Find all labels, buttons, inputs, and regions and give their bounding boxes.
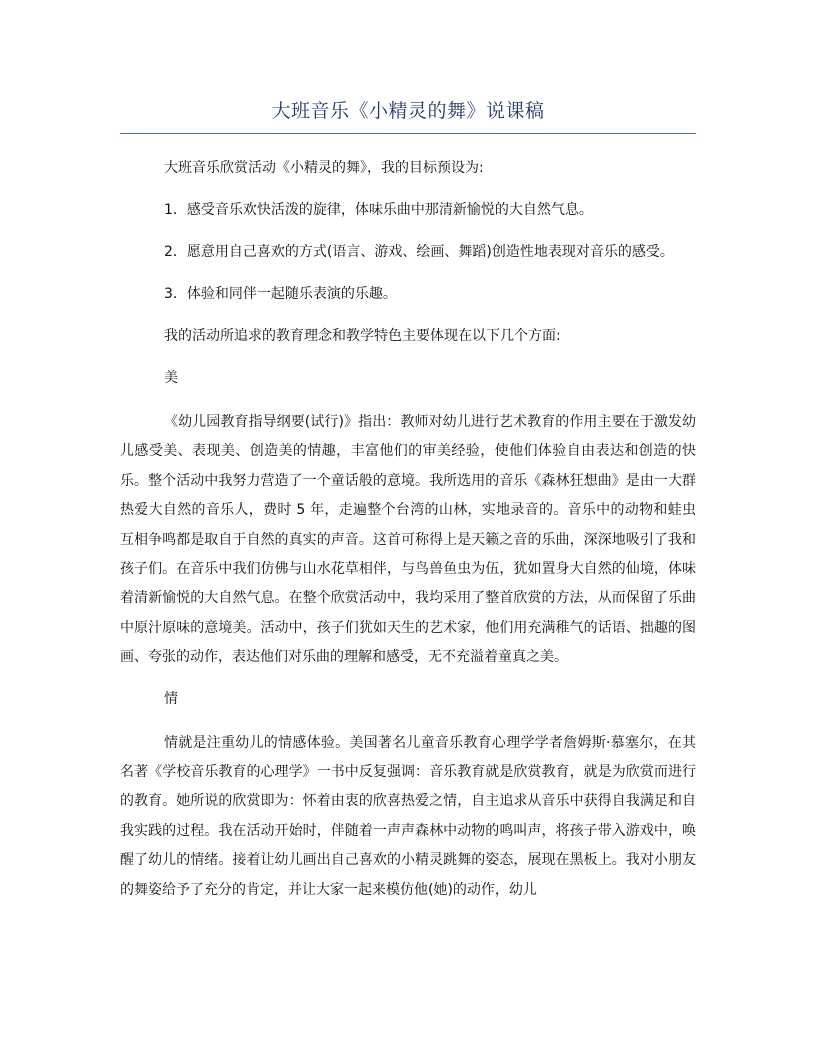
goal-item-3: 3．体验和同伴一起随乐表演的乐趣。 (164, 286, 397, 302)
emotion-paragraph: 情就是注重幼儿的情感体验。美国著名儿童音乐教育心理学学者詹姆斯·慕塞尔，在其名著《学校音乐教育的心理学》一书中反复强调：音乐教育就是欣赏教育，就是为欣赏而进行的教育。她所说的欣赏即为：怀着由衷的欣喜热爱之情，自主追求从音乐中获得自我满足和自我实践的过程。我在活动开始时，伴随着一声声森林中动物的鸣叫声，将孩子带入游戏中，唤醒了幼儿的情绪。接着让幼儿画出自己喜欢的小精灵跳舞的姿态，展现在黑板上。我对小朋友的舞姿给予了充分的肯定，并让大家一起来模仿他(她)的动作，幼儿 (120, 734, 696, 898)
section-heading-beauty: 美 (164, 370, 178, 386)
beauty-paragraph: 《幼儿园教育指导纲要(试行)》指出：教师对幼儿进行艺术教育的作用主要在于激发幼儿感受美、表现美、创造美的情趣，丰富他们的审美经验，使他们体验自由表达和创造的快乐。整个活动中我努力营造了一个童话般的意境。我所选用的音乐《森林狂想曲》是由一大群热爱大自然的音乐人，费时 5 年，走遍整个台湾的山林，实地录音的。音乐中的动物和蛙虫互相争鸣都是取自于自然的真实的声音。这首可称得上是天籁之音的乐曲，深深地吸引了我和孩子们。在音乐中我们仿佛与山水花草相伴，与鸟兽鱼虫为伍，犹如置身大自然的仙境，体味着清新愉悦的大自然气息。在整个欣赏活动中，我均采用了整首欣赏的方法，从而保留了乐曲中原汁原味的意境美。活动中，孩子们犹如天生的艺术家，他们用充满稚气的话语、拙趣的图画、夸张的动作，表达他们对乐曲的理解和感受，无不充溢着童真之美。 (120, 414, 696, 666)
intro-paragraph: 大班音乐欣赏活动《小精灵的舞》，我的目标预设为: (164, 160, 484, 176)
section-heading-emotion: 情 (164, 690, 178, 707)
title-divider (120, 133, 696, 134)
goal-item-2: 2．愿意用自己喜欢的方式(语言、游戏、绘画、舞蹈)创造性地表现对音乐的感受。 (164, 244, 674, 260)
document-title: 大班音乐《小精灵的舞》说课稿 (271, 100, 545, 122)
goal-item-1: 1．感受音乐欢快活泼的旋律，体味乐曲中那清新愉悦的大自然气息。 (164, 202, 593, 218)
philosophy-intro: 我的活动所追求的教育理念和教学特色主要体现在以下几个方面: (164, 328, 561, 344)
document-body (120, 152, 696, 915)
